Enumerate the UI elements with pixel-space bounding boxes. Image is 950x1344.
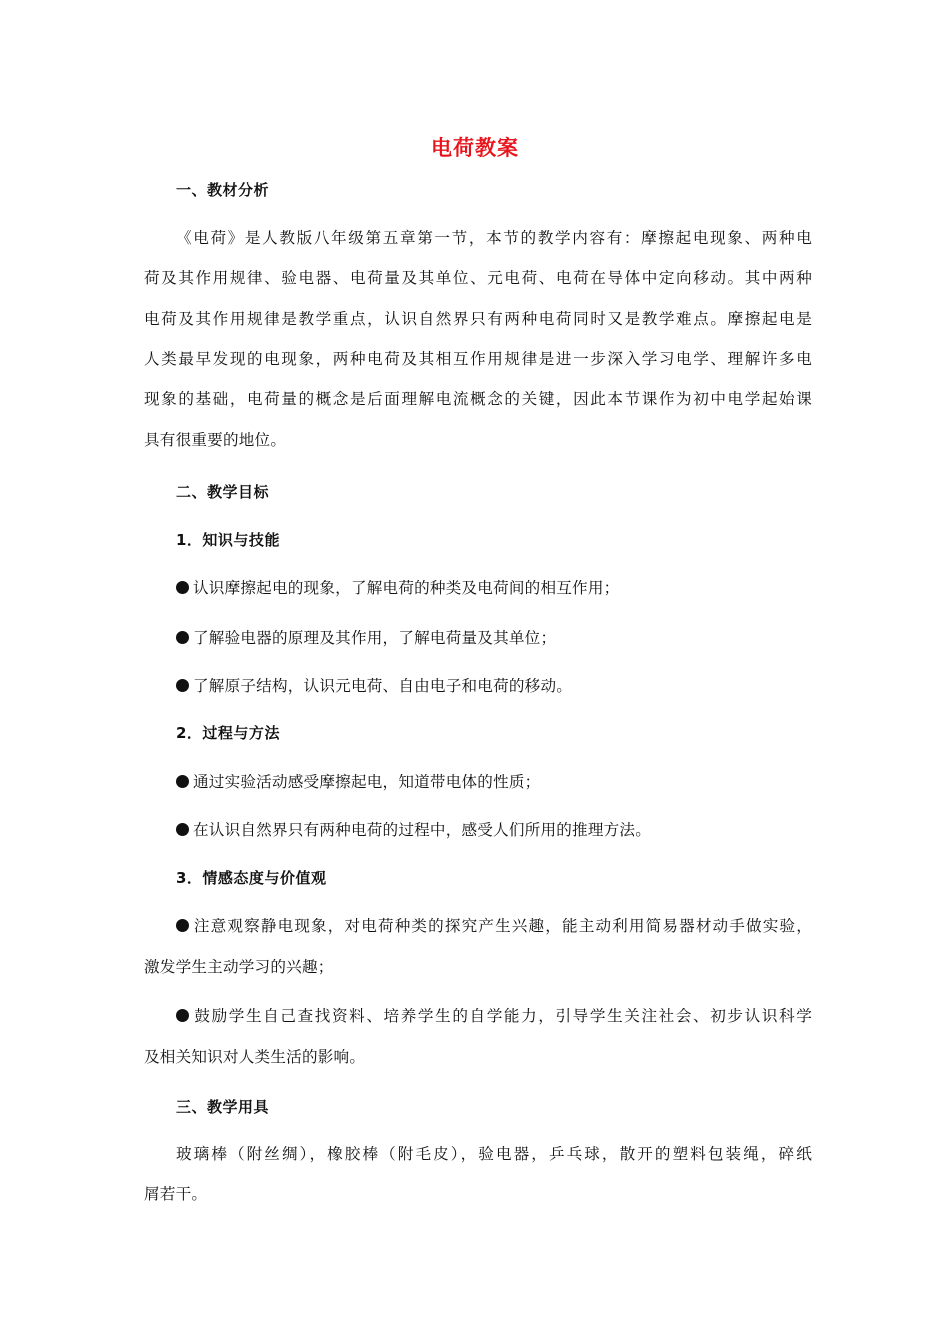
subheading-process-methods: 2．过程与方法 xyxy=(176,724,280,742)
bullet-dot-icon xyxy=(176,823,189,836)
bullet-dot-icon xyxy=(176,1009,189,1022)
bullet-dot-icon xyxy=(176,775,189,788)
bullet-text: 通过实验活动感受摩擦起电，知道带电体的性质； xyxy=(193,773,541,791)
paragraph-line: 《电荷》是人教版八年级第五章第一节，本节的教学内容有：摩擦起电现象、两种电 xyxy=(176,229,812,247)
bullet-continuation: 及相关知识对人类生活的影响。 xyxy=(144,1048,366,1066)
bullet-text: 了解原子结构，认识元电荷、自由电子和电荷的移动。 xyxy=(193,677,573,695)
bullet-text: 注意观察静电现象，对电荷种类的探究产生兴趣，能主动利用简易器材动手做实验， xyxy=(193,917,812,935)
paragraph-line: 屑若干。 xyxy=(144,1185,208,1203)
paragraph-line: 电荷及其作用规律是教学重点，认识自然界只有两种电荷同时又是教学难点。摩擦起电是 xyxy=(144,310,812,328)
bullet-text: 鼓励学生自己查找资料、培养学生的自学能力，引导学生关注社会、初步认识科学 xyxy=(193,1007,812,1025)
bullet-text: 在认识自然界只有两种电荷的过程中，感受人们所用的推理方法。 xyxy=(193,821,652,839)
bullet-dot-icon xyxy=(176,631,189,644)
section-heading-textbook-analysis: 一、教材分析 xyxy=(176,181,270,199)
bullet-text: 认识摩擦起电的现象，了解电荷的种类及电荷间的相互作用； xyxy=(193,579,620,597)
bullet-item xyxy=(176,818,651,840)
bullet-item xyxy=(176,626,556,648)
bullet-text: 了解验电器的原理及其作用，了解电荷量及其单位； xyxy=(193,629,557,647)
bullet-item xyxy=(176,674,572,696)
section-heading-teaching-goals: 二、教学目标 xyxy=(176,483,270,501)
bullet-continuation: 激发学生主动学习的兴趣； xyxy=(144,958,334,976)
bullet-dot-icon xyxy=(176,679,189,692)
paragraph-line: 具有很重要的地位。 xyxy=(144,431,287,449)
bullet-item xyxy=(176,576,619,598)
paragraph-line: 玻璃棒（附丝绸），橡胶棒（附毛皮），验电器，乒乓球，散开的塑料包装绳，碎纸 xyxy=(176,1145,812,1163)
section-heading-teaching-tools: 三、教学用具 xyxy=(176,1098,270,1116)
paragraph-line: 荷及其作用规律、验电器、电荷量及其单位、元电荷、电荷在导体中定向移动。其中两种 xyxy=(144,269,812,287)
subheading-knowledge-skills: 1．知识与技能 xyxy=(176,531,280,549)
document-title: 电荷教案 xyxy=(431,136,519,160)
bullet-item xyxy=(176,770,540,792)
bullet-item xyxy=(176,914,812,936)
paragraph-line: 现象的基础，电荷量的概念是后面理解电流概念的关键，因此本节课作为初中电学起始课 xyxy=(144,390,812,408)
subheading-attitudes-values: 3．情感态度与价值观 xyxy=(176,869,327,887)
bullet-item xyxy=(176,1004,812,1026)
bullet-dot-icon xyxy=(176,919,189,932)
bullet-dot-icon xyxy=(176,581,189,594)
paragraph-line: 人类最早发现的电现象，两种电荷及其相互作用规律是进一步深入学习电学、理解许多电 xyxy=(144,350,812,368)
